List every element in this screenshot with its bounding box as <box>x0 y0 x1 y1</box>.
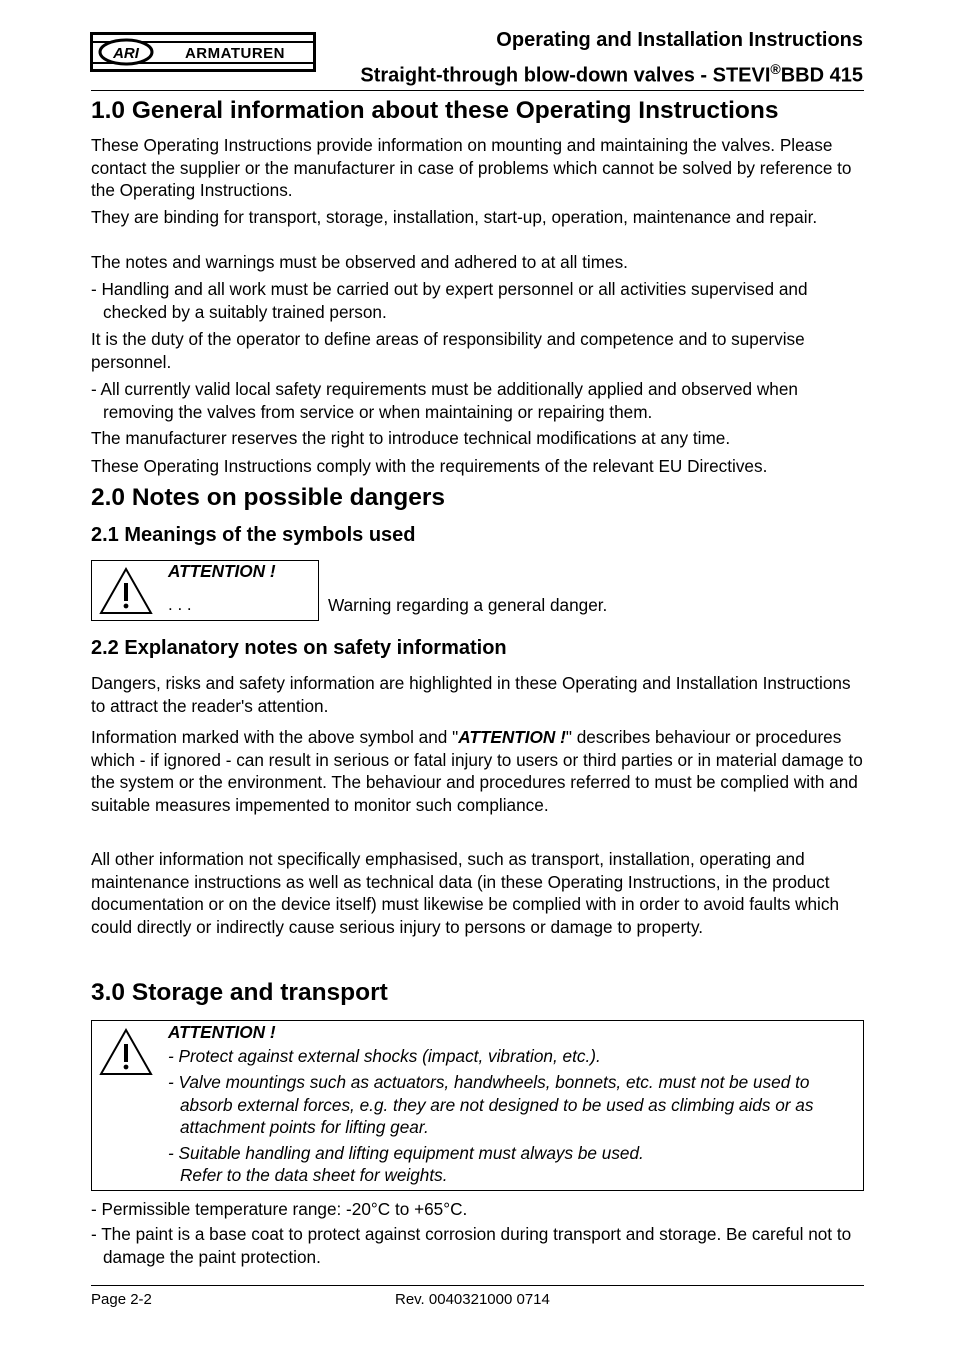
s1-paragraph-2: They are binding for transport, storage, installation, start-up, operation, maintenance and repair. <box>91 207 818 227</box>
s1-paragraph-5: The manufacturer reserves the right to introduce technical modifications at any time. <box>91 428 731 448</box>
storage-attention-item-2: - Valve mountings such as actuators, handwheels, bonnets, etc. must not be used to absorb external forces, e.g. they are not designed to be used as climbing aids or as attachment points for lifting gear. <box>168 1072 814 1138</box>
subsection-2-1-heading: 2.1 Meanings of the symbols used <box>91 524 416 546</box>
s1-paragraph-6: These Operating Instructions comply with the requirements of the relevant EU Directives. <box>91 456 768 476</box>
title-line-2: Straight-through blow-down valves - STEVI®BBD 415 <box>360 61 863 87</box>
storage-attention-item-1: - Protect against external shocks (impact, vibration, etc.). <box>168 1046 601 1066</box>
s1-bullet-2: - All currently valid local safety requirements must be additionally applied and observed when removing the valves from service or when maintaining or repairing them. <box>91 379 798 422</box>
svg-text:ARMATUREN: ARMATUREN <box>184 45 286 62</box>
attention-label: ATTENTION ! <box>168 561 276 581</box>
s1-paragraph-4: It is the duty of the operator to define areas of responsibility and competence and to supervise personnel. <box>91 329 805 372</box>
revision-number: Rev. 0040321000 0714 <box>395 1291 550 1308</box>
s2-paragraph-1: Dangers, risks and safety information are highlighted in these Operating and Installation Instructions to attract the reader's attention. <box>91 673 851 716</box>
attention-dots: . . . <box>168 595 192 614</box>
s3-bullet-2: - The paint is a base coat to protect against corrosion during transport and storage. Be careful not to damage the paint protection. <box>91 1224 852 1267</box>
section-1-heading: 1.0 General information about these Operating Instructions <box>91 97 779 124</box>
symbol-description: Warning regarding a general danger. <box>328 595 608 615</box>
warning-triangle-icon <box>98 1027 154 1077</box>
s1-paragraph-3: The notes and warnings must be observed and adhered to at all times. <box>91 252 628 272</box>
title-line-1: Operating and Installation Instructions <box>496 29 863 51</box>
s2-paragraph-3: All other information not specifically emphasised, such as transport, installation, operating and maintenance instructions as well as technical data (in these Operating Instructions, in the product documentation or on the device itself) must likewise be complied with in order to avoid faults which could directly or indirectly cause serious injury to persons or damage to property. <box>91 849 840 937</box>
section-3-heading: 3.0 Storage and transport <box>91 979 388 1006</box>
s3-bullet-1: - Permissible temperature range: -20°C to +65°C. <box>91 1199 468 1219</box>
storage-attention-item-4: Refer to the data sheet for weights. <box>180 1165 448 1185</box>
storage-attention-item-3: - Suitable handling and lifting equipment must always be used. <box>168 1143 644 1163</box>
document-title <box>360 26 863 91</box>
symbol-legend-box <box>91 560 319 621</box>
subsection-2-2-heading: 2.2 Explanatory notes on safety information <box>91 637 507 659</box>
footer-divider <box>91 1285 864 1286</box>
warning-triangle-icon <box>98 566 154 616</box>
page-number: Page 2-2 <box>91 1291 152 1308</box>
storage-attention-box <box>91 1020 864 1191</box>
header-divider <box>91 90 864 91</box>
storage-attention-label: ATTENTION ! <box>168 1022 276 1042</box>
company-logo <box>90 32 316 72</box>
svg-text:ARI: ARI <box>113 45 139 62</box>
s2-paragraph-2: Information marked with the above symbol and "ATTENTION !" describes behaviour or procedures which - if ignored - can result in serious or fatal injury to users or third parties or in material damage to the system or the environment. The behaviour and procedures referred to must be complied with and suitable measures impemented to monitor such compliance. <box>91 727 863 815</box>
s1-paragraph-1: These Operating Instructions provide information on mounting and maintaining the valves. Please contact the supplier or the manufacturer in case of problems which cannot be solved by reference to the Operating Instructions. <box>91 135 852 201</box>
section-2-heading: 2.0 Notes on possible dangers <box>91 484 445 511</box>
s1-bullet-1: - Handling and all work must be carried out by expert personnel or all activities supervised and checked by a suitably trained person. <box>91 279 808 322</box>
